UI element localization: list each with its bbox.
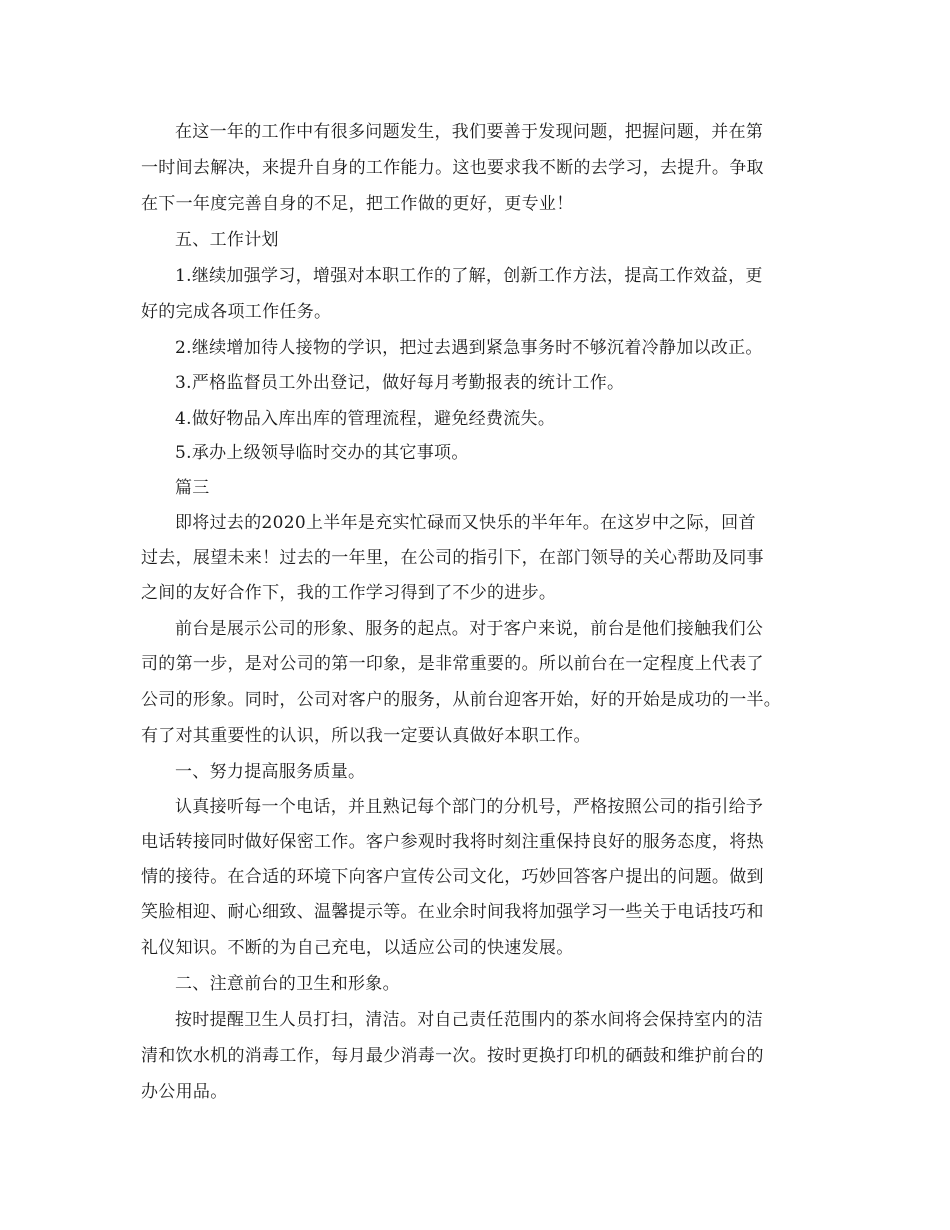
list-item: 3.严格监督员工外出登记，做好每月考勤报表的统计工作。 (175, 373, 625, 393)
list-item: 4.做好物品入库出库的管理流程，避免经费流失。 (175, 409, 556, 429)
text-line: 即将过去的2020上半年是充实忙碌而又快乐的半年年。在这岁中之际，回首 (175, 513, 756, 533)
section-heading: 篇三 (175, 478, 210, 498)
text-line: 按时提醒卫生人员打扫，清洁。对自己责任范围内的茶水间将会保持室内的洁 (175, 1010, 764, 1030)
text-line: 有了对其重要性的认识，所以我一定要认真做好本职工作。 (141, 726, 591, 746)
text-line: 过去，展望未来！过去的一年里，在公司的指引下，在部门领导的关心帮助及同事 (141, 548, 764, 568)
list-item: 1.继续加强学习，增强对本职工作的了解，创新工作方法，提高工作效益，更 (175, 266, 763, 286)
text-line: 电话转接同时做好保密工作。客户参观时我将时刻注重保持良好的服务态度，将热 (141, 832, 764, 852)
text-line: 在下一年度完善自身的不足，把工作做的更好，更专业！ (141, 194, 574, 214)
text-line: 之间的友好合作下，我的工作学习得到了不少的进步。 (141, 583, 557, 603)
text-line: 认真接听每一个电话，并且熟记每个部门的分机号，严格按照公司的指引给予 (175, 797, 764, 817)
text-line: 司的第一步，是对公司的第一印象，是非常重要的。所以前台在一定程度上代表了 (141, 654, 764, 674)
text-line: 一时间去解决，来提升自身的工作能力。这也要求我不断的去学习，去提升。争取 (141, 158, 764, 178)
section-heading: 二、注意前台的卫生和形象。 (175, 974, 400, 994)
list-item: 5.承办上级领导临时交办的其它事项。 (175, 443, 469, 463)
section-heading: 五、工作计划 (175, 230, 279, 250)
text-line: 公司的形象。同时，公司对客户的服务，从前台迎客开始，好的开始是成功的一半。 (141, 690, 782, 710)
text-line: 好的完成各项工作任务。 (141, 302, 332, 322)
text-line: 在这一年的工作中有很多问题发生，我们要善于发现问题，把握问题，并在第 (175, 122, 764, 142)
text-line: 笑脸相迎、耐心细致、温馨提示等。在业余时间我将加强学习一些关于电话技巧和 (141, 902, 764, 922)
text-line: 前台是展示公司的形象、服务的起点。对于客户来说，前台是他们接触我们公 (175, 619, 764, 639)
text-line: 清和饮水机的消毒工作，每月最少消毒一次。按时更换打印机的硒鼓和维护前台的 (141, 1046, 764, 1066)
section-heading: 一、努力提高服务质量。 (175, 762, 366, 782)
text-line: 礼仪知识。不断的为自己充电，以适应公司的快速发展。 (141, 938, 574, 958)
text-line: 情的接待。在合适的环境下向客户宣传公司文化，巧妙回答客户提出的问题。做到 (141, 867, 764, 887)
text-line: 办公用品。 (141, 1082, 228, 1102)
list-item: 2.继续增加待人接物的学识，把过去遇到紧急事务时不够沉着冷静加以改正。 (175, 338, 763, 358)
